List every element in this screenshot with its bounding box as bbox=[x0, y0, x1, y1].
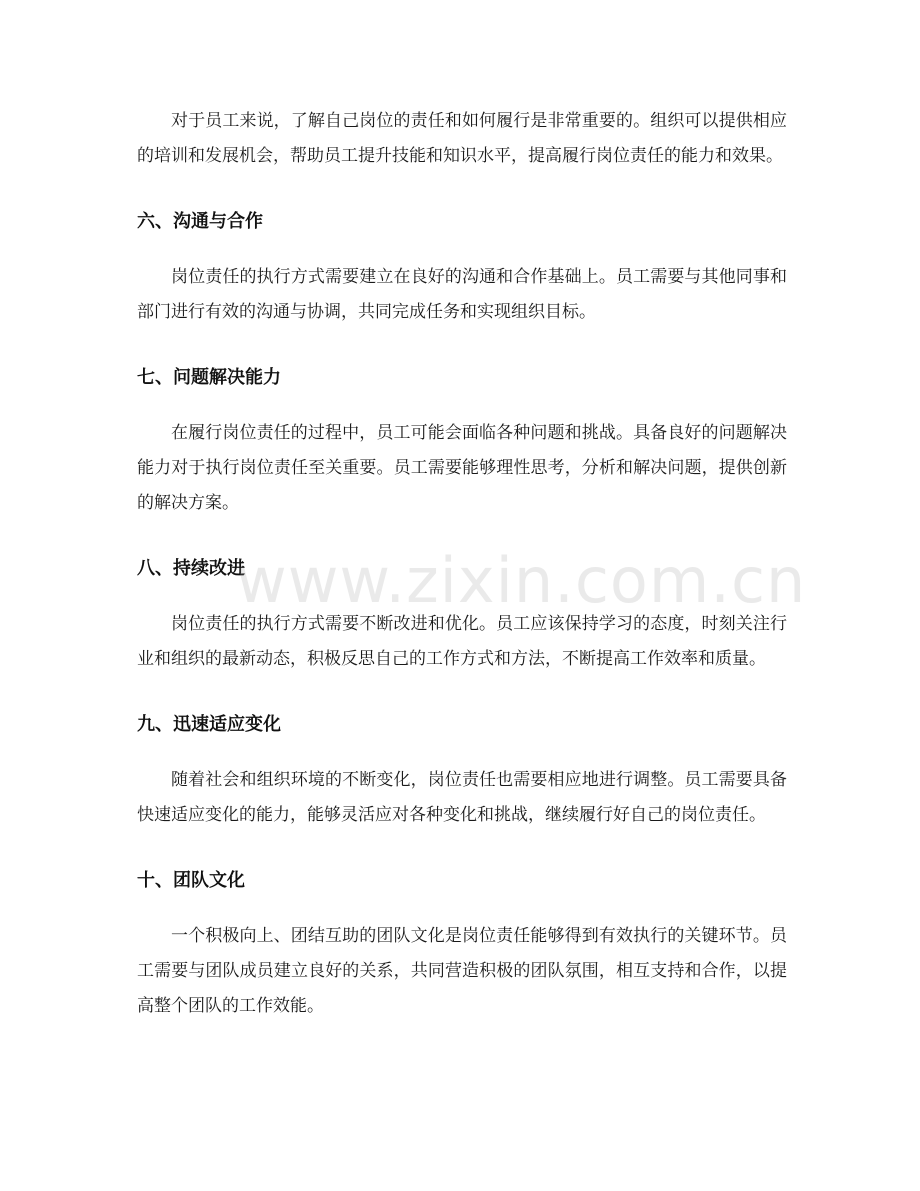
intro-paragraph: 对于员工来说，了解自己岗位的责任和如何履行是非常重要的。组织可以提供相应的培训和发展机会，帮助员工提升技能和知识水平，提高履行岗位责任的能力和效果。 bbox=[137, 111, 787, 166]
section-body-7: 在履行岗位责任的过程中，员工可能会面临各种问题和挑战。具备良好的问题解决能力对于执行岗位责任至关重要。员工需要能够理性思考，分析和解决问题，提供创新的解决方案。 bbox=[137, 423, 787, 513]
document-body bbox=[137, 104, 787, 1024]
section-body-8: 岗位责任的执行方式需要不断改进和优化。员工应该保持学习的态度，时刻关注行业和组织的最新动态，积极反思自己的工作方式和方法，不断提高工作效率和质量。 bbox=[137, 614, 787, 669]
section-body-10: 一个积极向上、团结互助的团队文化是岗位责任能够得到有效执行的关键环节。员工需要与团队成员建立良好的关系，共同营造积极的团队氛围，相互支持和合作，以提高整个团队的工作效能。 bbox=[137, 926, 787, 1016]
section-heading-7: 七、问题解决能力 bbox=[137, 367, 281, 388]
watermark: www.zixin.com.cn bbox=[236, 544, 807, 617]
section-heading-10: 十、团队文化 bbox=[137, 870, 245, 891]
section-heading-9: 九、迅速适应变化 bbox=[137, 714, 281, 735]
section-body-9: 随着社会和组织环境的不断变化，岗位责任也需要相应地进行调整。员工需要具备快速适应变化的能力，能够灵活应对各种变化和挑战，继续履行好自己的岗位责任。 bbox=[137, 770, 787, 825]
section-heading-8: 八、持续改进 bbox=[137, 558, 245, 579]
section-heading-6: 六、沟通与合作 bbox=[137, 211, 263, 232]
section-body-6: 岗位责任的执行方式需要建立在良好的沟通和合作基础上。员工需要与其他同事和部门进行有效的沟通与协调，共同完成任务和实现组织目标。 bbox=[137, 267, 787, 322]
